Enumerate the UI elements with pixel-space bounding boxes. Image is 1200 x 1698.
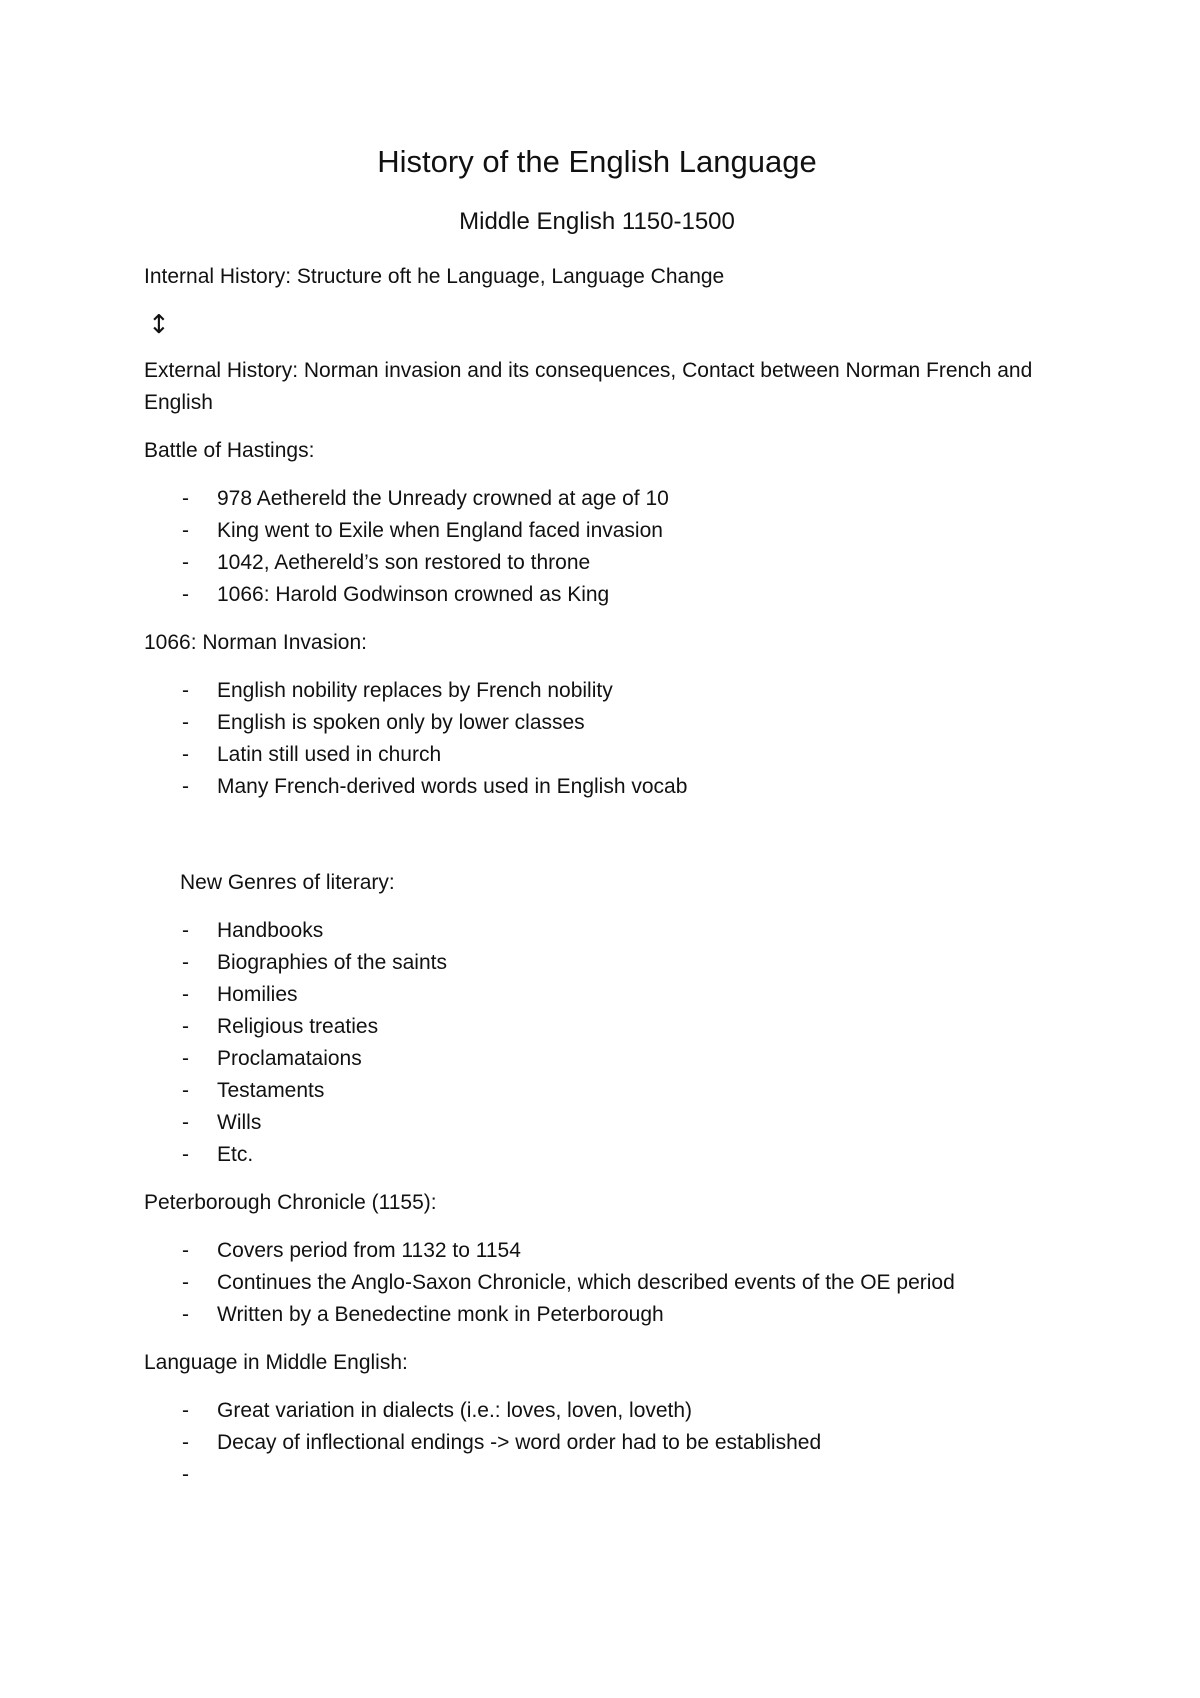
- list-item: - 1042, Aethereld’s son restored to throne: [144, 547, 1050, 579]
- list-item: - Latin still used in church: [144, 739, 1050, 771]
- list-item: - Continues the Anglo-Saxon Chronicle, which described events of the OE period: [144, 1267, 1050, 1299]
- list-item: - English nobility replaces by French nobility: [144, 675, 1050, 707]
- list-chronicle: [144, 1235, 1050, 1331]
- list-item: - Proclamataions: [144, 1043, 1050, 1075]
- list-item: - Testaments: [144, 1075, 1050, 1107]
- section-heading-hastings: Battle of Hastings:: [144, 439, 315, 462]
- list-item: - English is spoken only by lower classes: [144, 707, 1050, 739]
- list-item: - Etc.: [144, 1139, 1050, 1171]
- document-subtitle: Middle English 1150-1500: [459, 208, 735, 235]
- list-item: - Many French-derived words used in English vocab: [144, 771, 1050, 803]
- document-title: History of the English Language: [377, 144, 817, 179]
- list-language: [144, 1395, 1050, 1491]
- section-heading-invasion: 1066: Norman Invasion:: [144, 631, 367, 654]
- internal-history-text: Internal History: Structure oft he Language, Language Change: [144, 265, 725, 288]
- list-item: - Great variation in dialects (i.e.: loves, loven, loveth): [144, 1395, 1050, 1427]
- list-item: - Handbooks: [144, 915, 1050, 947]
- list-item: - King went to Exile when England faced invasion: [144, 515, 1050, 547]
- list-item: - 978 Aethereld the Unready crowned at age of 10: [144, 483, 1050, 515]
- list-item: - Religious treaties: [144, 1011, 1050, 1043]
- list-item: - Biographies of the saints: [144, 947, 1050, 979]
- list-item: - Written by a Benedectine monk in Peterborough: [144, 1299, 1050, 1331]
- list-genres: [144, 915, 1050, 1171]
- list-item: - Wills: [144, 1107, 1050, 1139]
- list-invasion: [144, 675, 1050, 803]
- blank-line: [144, 819, 1050, 867]
- section-heading-language: Language in Middle English:: [144, 1351, 408, 1374]
- list-item: - Decay of inflectional endings -> word order had to be established: [144, 1427, 1050, 1459]
- list-item-empty: [144, 1459, 1050, 1491]
- section-heading-chronicle: Peterborough Chronicle (1155):: [144, 1191, 437, 1214]
- list-hastings: [144, 483, 1050, 611]
- list-item: - 1066: Harold Godwinson crowned as King: [144, 579, 1050, 611]
- external-history-text: External History: Norman invasion and its consequences, Contact between Norman French and English: [144, 359, 1033, 414]
- up-down-arrow-icon: ↕: [148, 310, 170, 340]
- list-item: - Homilies: [144, 979, 1050, 1011]
- list-item: - Covers period from 1132 to 1154: [144, 1235, 1050, 1267]
- section-heading-genres: New Genres of literary:: [180, 871, 395, 894]
